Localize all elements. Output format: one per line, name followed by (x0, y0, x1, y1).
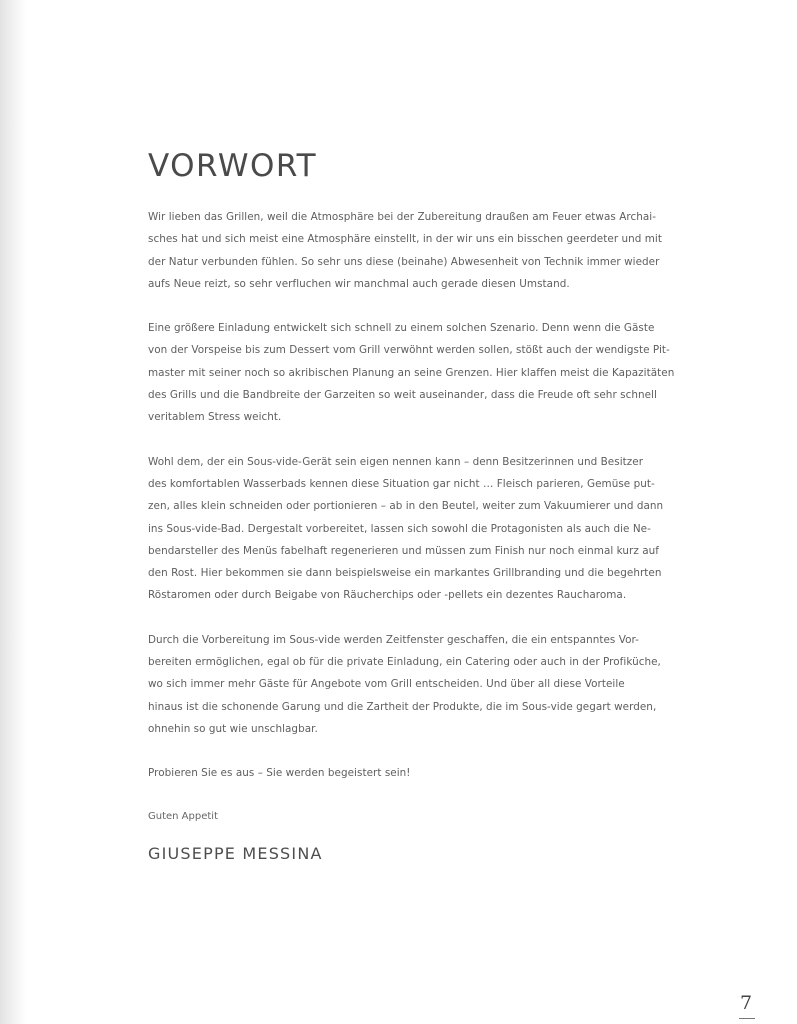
text-line: von der Vorspeise bis zum Dessert vom Grill verwöhnt werden sollen, stößt auch der wendigste Pit- (148, 344, 670, 357)
page-number: 7 (740, 992, 753, 1014)
closing-line: Probieren Sie es aus – Sie werden begeistert sein! (148, 767, 411, 780)
text-line: ins Sous-vide-Bad. Dergestalt vorbereitet, lassen sich sowohl die Protagonisten als auch die Ne- (148, 522, 651, 535)
paragraph-2 (148, 317, 678, 428)
text-line: Wohl dem, der ein Sous-vide-Gerät sein eigen nennen kann – denn Besitzerinnen und Besitzer (148, 455, 644, 468)
text-line: des Grills und die Bandbreite der Garzeiten so weit auseinander, dass die Freude oft sehr schnell (148, 389, 657, 402)
text-line: Wir lieben das Grillen, weil die Atmosphäre bei der Zubereitung draußen am Feuer etwas Archai- (148, 211, 657, 223)
page-number-underline (739, 1018, 755, 1019)
text-line: den Rost. Hier bekommen sie dann beispielsweise ein markantes Grillbranding und die begehrten (148, 567, 662, 580)
text-line: Eine größere Einladung entwickelt sich schnell zu einem solchen Szenario. Denn wenn die Gäste (148, 322, 655, 335)
paragraph-4 (148, 629, 678, 740)
page-title: VORWORT (148, 148, 318, 184)
text-line: aufs Neue reizt, so sehr verfluchen wir manchmal auch gerade diesen Umstand. (148, 277, 570, 290)
text-line: des komfortablen Wasserbads kennen diese Situation gar nicht … Fleisch parieren, Gemüse put- (148, 477, 655, 490)
text-line: master mit seiner noch so akribischen Planung an seine Grenzen. Hier klaffen meist die Kapazitäten (148, 366, 675, 379)
text-line: der Natur verbunden fühlen. So sehr uns diese (beinahe) Abwesenheit von Technik immer wieder (148, 255, 660, 268)
text-line: bendarsteller des Menüs fabelhaft regenerieren und müssen zum Finish nur noch einmal kurz auf (148, 544, 659, 557)
text-line: wo sich immer mehr Gäste für Angebote vom Grill entscheiden. Und über all diese Vorteile (148, 678, 625, 691)
foreword-body (148, 206, 678, 866)
page-spine-shadow (0, 0, 26, 1024)
text-line: ohnehin so gut wie unschlagbar. (148, 722, 318, 735)
text-line: sches hat und sich meist eine Atmosphäre einstellt, in der wir uns ein bisschen geerdeter und mit (148, 233, 662, 246)
paragraph-3 (148, 451, 678, 607)
text-line: Durch die Vorbereitung im Sous-vide werden Zeitfenster geschaffen, die ein entspanntes Vor- (148, 633, 639, 646)
author-signature: GIUSEPPE MESSINA (148, 844, 323, 864)
text-line: hinaus ist die schonende Garung und die Zartheit der Produkte, die im Sous-vide gegart werden, (148, 700, 657, 713)
text-line: Röstaromen oder durch Beigabe von Räucherchips oder -pellets ein dezentes Raucharoma. (148, 589, 627, 602)
text-line: veritablem Stress weicht. (148, 411, 282, 424)
paragraph-1 (148, 206, 678, 295)
closing-paragraph (148, 762, 678, 784)
salutation: Guten Appetit (148, 811, 218, 823)
text-line: bereiten ermöglichen, egal ob für die private Einladung, ein Catering oder auch in der Profiküche, (148, 656, 661, 669)
text-line: zen, alles klein schneiden oder portionieren – ab in den Beutel, weiter zum Vakuumierer und dann (148, 500, 664, 513)
